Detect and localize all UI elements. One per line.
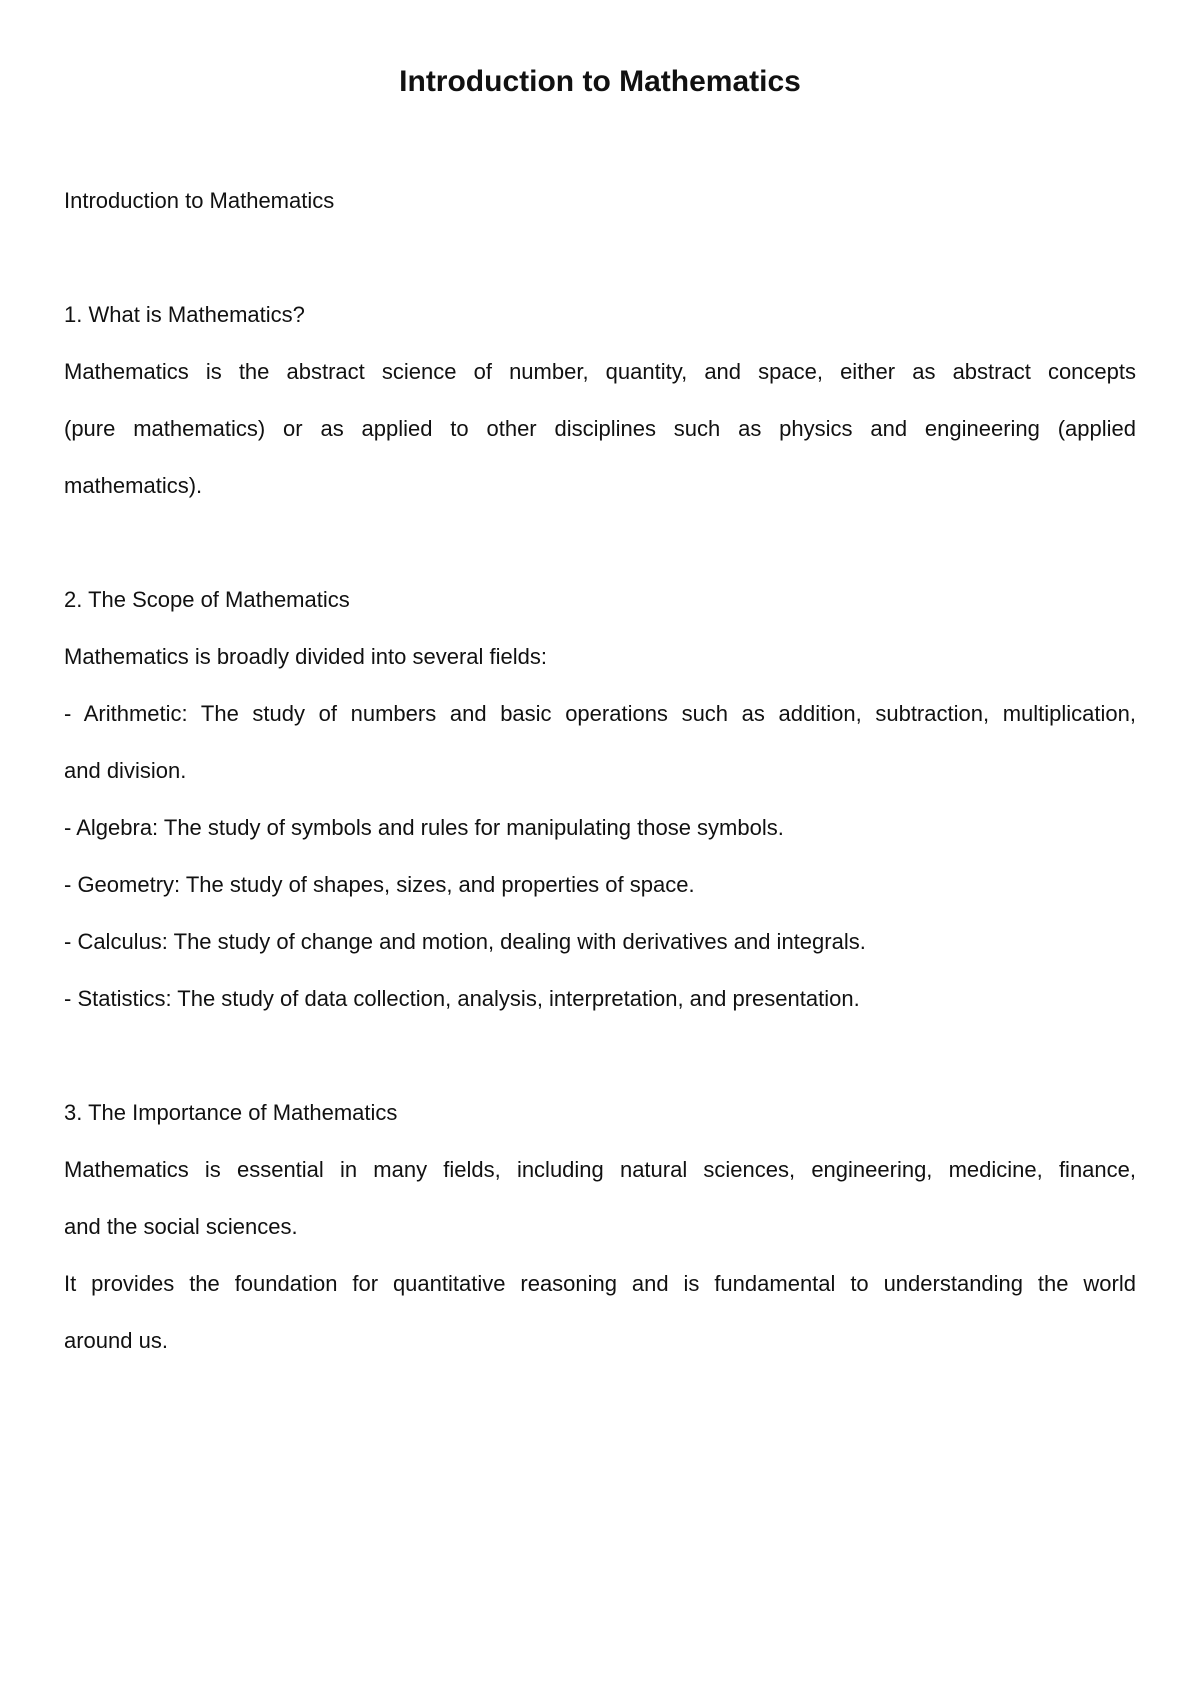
paragraph-line: mathematics). (64, 473, 203, 498)
list-item: - Arithmetic: The study of numbers and basic operations such as addition, subtraction, multiplication, (64, 701, 1136, 726)
paragraph-line: and the social sciences. (64, 1214, 298, 1239)
section-heading: 2. The Scope of Mathematics (64, 587, 350, 612)
list-item: - Statistics: The study of data collection, analysis, interpretation, and presentation. (64, 986, 860, 1011)
section-heading: 3. The Importance of Mathematics (64, 1100, 398, 1125)
list-item-continuation: and division. (64, 758, 187, 783)
list-item: - Geometry: The study of shapes, sizes, and properties of space. (64, 872, 695, 897)
document-subtitle: Introduction to Mathematics (64, 188, 335, 213)
paragraph-line: (pure mathematics) or as applied to other disciplines such as physics and engineering (applied (64, 416, 1136, 441)
paragraph-line: Mathematics is broadly divided into several fields: (64, 644, 548, 669)
list-item: - Algebra: The study of symbols and rules for manipulating those symbols. (64, 815, 784, 840)
paragraph-line: Mathematics is essential in many fields, including natural sciences, engineering, medicine, finance, (64, 1157, 1136, 1182)
paragraph-line: Mathematics is the abstract science of number, quantity, and space, either as abstract concepts (64, 359, 1136, 384)
paragraph-line: around us. (64, 1328, 168, 1353)
list-item: - Calculus: The study of change and motion, dealing with derivatives and integrals. (64, 929, 866, 954)
section-heading: 1. What is Mathematics? (64, 302, 305, 327)
paragraph-line: It provides the foundation for quantitative reasoning and is fundamental to understanding the world (64, 1271, 1136, 1296)
document-title: Introduction to Mathematics (399, 65, 801, 98)
